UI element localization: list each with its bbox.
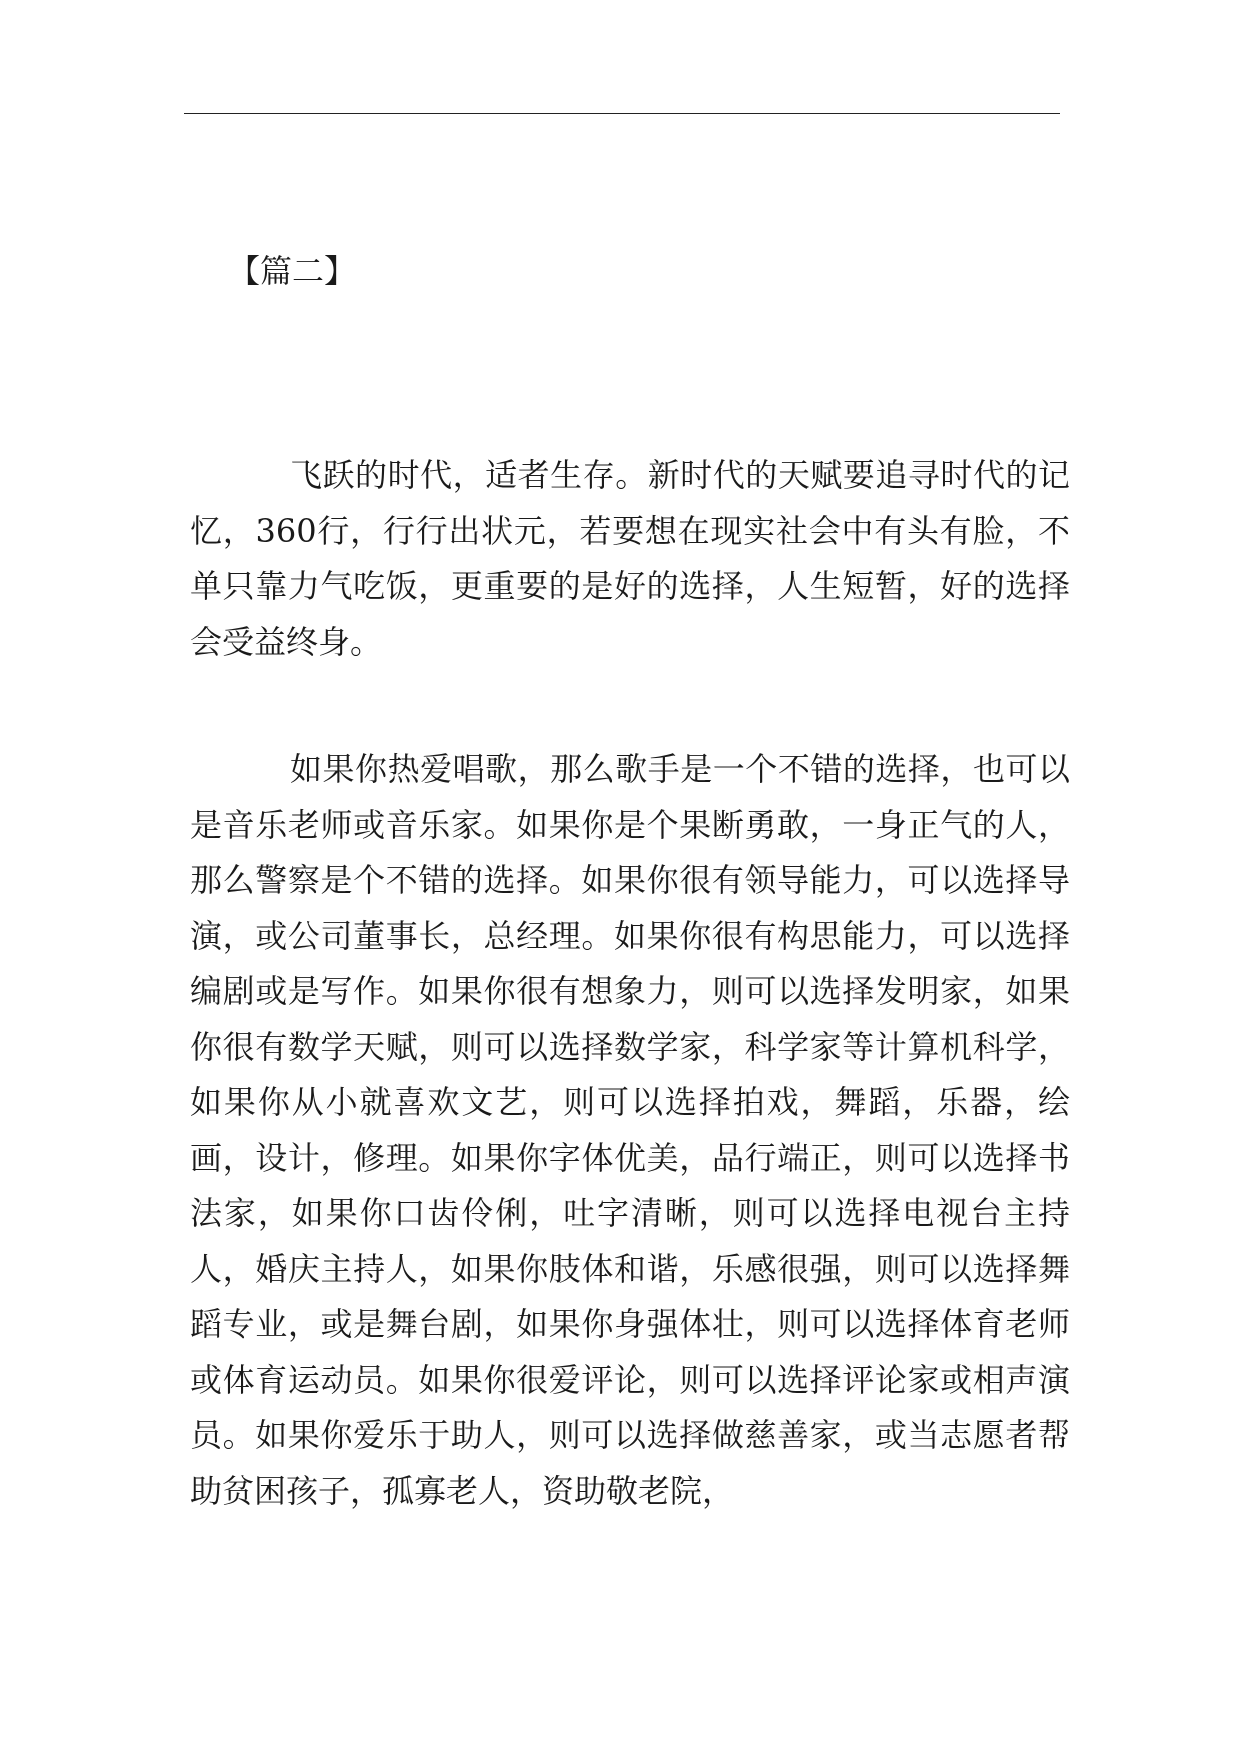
paragraph-2: 如果你热爱唱歌，那么歌手是一个不错的选择，也可以是音乐老师或音乐家。如果你是个果断勇敢，一身正气的人，那么警察是个不错的选择。如果你很有领导能力，可以选择导演，或公司董事长，总经理。如果你很有构思能力，可以选择编剧或是写作。如果你很有想象力，则可以选择发明家，如果你很有数学天赋，则可以选择数学家，科学家等计算机科学，如果你从小就喜欢文艺，则可以选择拍戏，舞蹈，乐器，绘画，设计，修理。如果你字体优美，品行端正，则可以选择书法家，如果你口齿伶俐，吐字清晰，则可以选择电视台主持人，婚庆主持人，如果你肢体和谐，乐感很强，则可以选择舞蹈专业，或是舞台剧，如果你身强体壮，则可以选择体育老师或体育运动员。如果你很爱评论，则可以选择评论家或相声演员。如果你爱乐于助人，则可以选择做慈善家，或当志愿者帮助贫困孩子，孤寡老人，资助敬老院， <box>190 750 1070 1510</box>
header-divider <box>184 113 1060 114</box>
section-title: 【篇二】 <box>228 252 357 290</box>
paragraph-1: 飞跃的时代，适者生存。新时代的天赋要追寻时代的记忆，360行，行行出状元，若要想在现实社会中有头有脸，不单只靠力气吃饭，更重要的是好的选择，人生短暂，好的选择会受益终身。 <box>190 456 1070 661</box>
